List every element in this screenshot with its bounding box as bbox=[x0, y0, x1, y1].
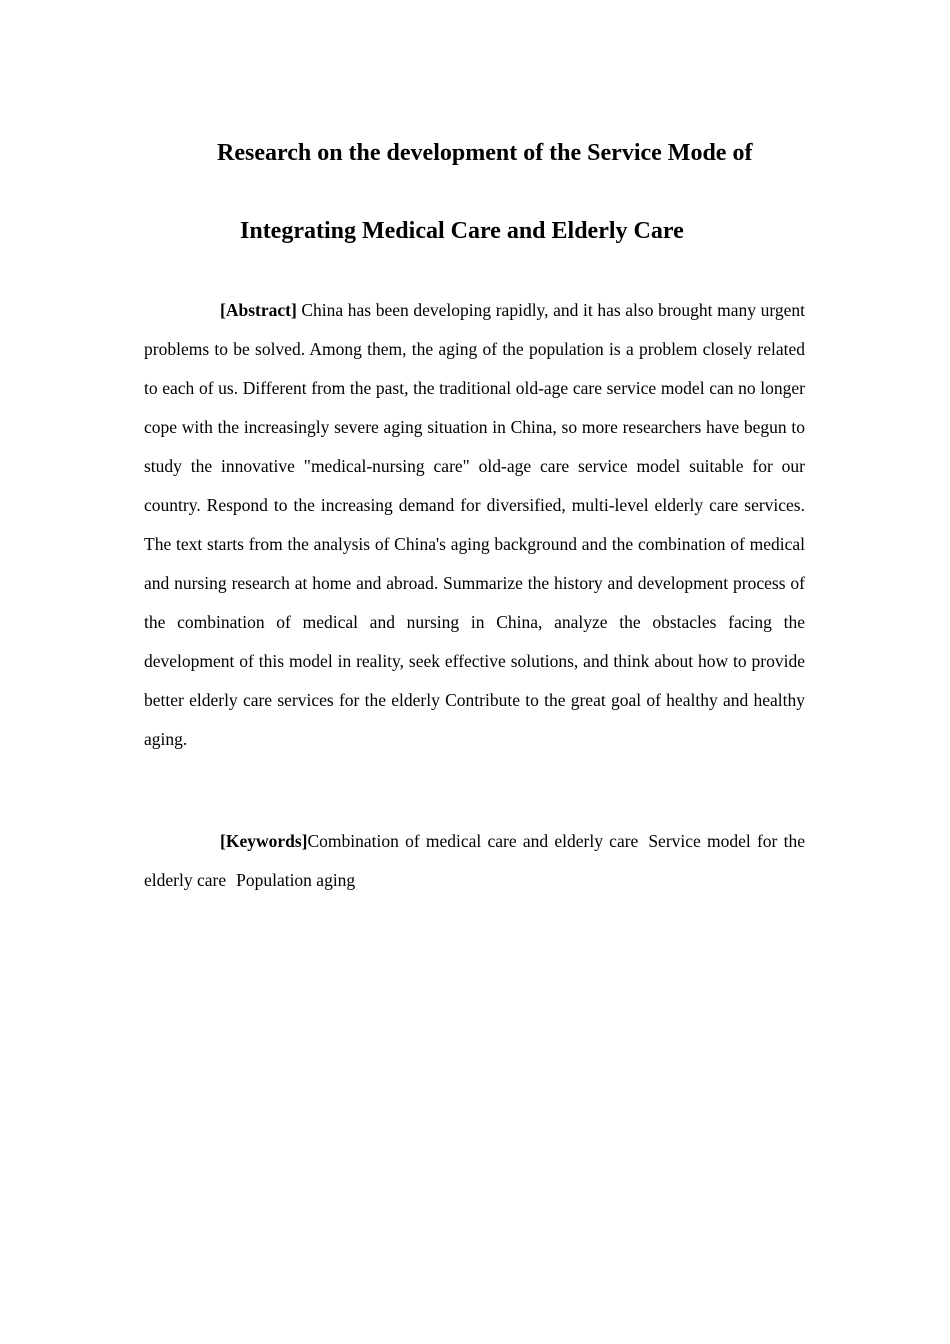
keyword-item: Combination of medical care and elderly care bbox=[307, 831, 639, 851]
document-title-line-1: Research on the development of the Service Mode of bbox=[217, 140, 753, 166]
keyword-item: Population aging bbox=[236, 870, 356, 890]
abstract-label: [Abstract] bbox=[220, 300, 297, 320]
keywords-label: [Keywords] bbox=[220, 831, 308, 851]
keyword-item: Service model for the elderly care bbox=[144, 831, 805, 890]
keywords-paragraph bbox=[144, 822, 805, 900]
abstract-text: China has been developing rapidly, and it has also brought many urgent problems to be solved. Among them, the aging of the population is a problem closely related to each of us. Different from the past, the traditional old-age care service model can no longer cope with the increasingly severe aging situation in China, so more researchers have begun to study the innovative "medical-nursing care" old-age care service model suitable for our country. Respond to the increasing demand for diversified, multi-level elderly care services. The text starts from the analysis of China's aging background and the combination of medical and nursing research at home and abroad. Summarize the history and development process of the combination of medical and nursing in China, analyze the obstacles facing the development of this model in reality, seek effective solutions, and think about how to provide better elderly care services for the elderly Contribute to the great goal of healthy and healthy aging. bbox=[144, 300, 805, 749]
abstract-paragraph bbox=[144, 291, 805, 759]
document-title-line-2: Integrating Medical Care and Elderly Care bbox=[240, 218, 684, 244]
